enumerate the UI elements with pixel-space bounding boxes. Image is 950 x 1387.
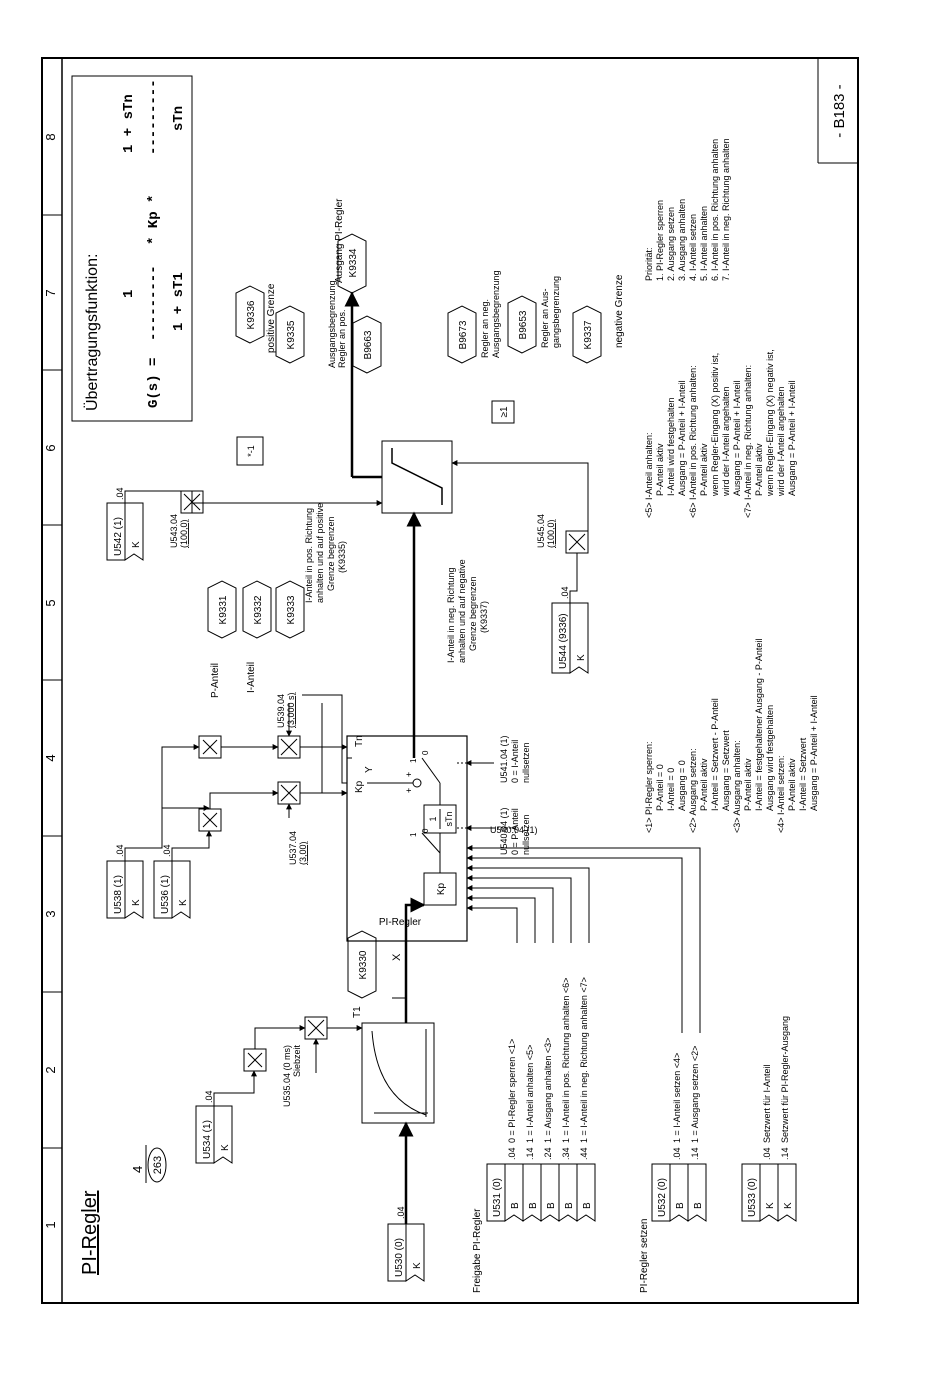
svg-text:Regler an neg.: Regler an neg. [480,298,490,358]
notes_b-line: <5> I-Anteil anhalten: [644,432,654,518]
svg-text:.04: .04 [507,1147,517,1160]
svg-text:.44: .44 [579,1147,589,1160]
notes_a-line: <4> I-Anteil setzen: [776,755,786,833]
svg-text:PI-Regler setzen: PI-Regler setzen [639,1218,650,1293]
tf-num2: 1 + sTn [121,94,137,153]
tf-den2: sTn [171,105,187,131]
svg-text:Setzwert für I-Anteil: Setzwert für I-Anteil [762,1064,772,1143]
svg-text:B: B [582,1202,593,1209]
svg-text:U534 (1): U534 (1) [202,1120,213,1159]
ianteil-pos-text [304,503,347,603]
ref-page: 263 [152,1155,164,1175]
notes_a-line: <2> Ausgang setzen: [688,748,698,833]
notes_a-line: I-Anteil = Setzwert - P-Anteil [710,698,720,811]
col-3: 3 [43,910,58,918]
svg-text:B: B [528,1202,539,1209]
svg-text:U538 (1): U538 (1) [113,875,124,914]
svg-text:U536 (1): U536 (1) [160,875,171,914]
mult-block-tn [278,736,300,758]
svg-text:K: K [131,541,142,548]
svg-text:0 = I-Anteil: 0 = I-Anteil [510,739,520,783]
svg-text:(3,00): (3,00) [298,841,308,865]
svg-text:.24: .24 [543,1147,553,1160]
col-8: 8 [43,133,58,141]
svg-text:anhalten und auf positive: anhalten und auf positive [315,502,325,603]
svg-text:K: K [131,899,142,906]
svg-text:U541.04 (1): U541.04 (1) [499,735,509,783]
svg-text:B9663: B9663 [363,330,374,360]
col-2: 2 [43,1066,58,1074]
tf-heading: Übertragungsfunktion: [84,253,101,411]
notes_b-line: wird der I-Anteil angehalten [776,386,786,496]
svg-text:anhalten und auf negative: anhalten und auf negative [457,559,467,663]
svg-text:B: B [564,1202,575,1209]
pi-regler-label: PI-Regler [378,917,422,928]
connector-b9653 [508,296,536,353]
svg-text:U540.04 (1): U540.04 (1) [490,825,538,835]
notes_a-line: <3> Ausgang anhalten: [732,740,742,833]
svg-text:K: K [783,1202,794,1209]
mult-block-1 [305,1017,327,1039]
notes-prioritaet [644,138,731,281]
notes_a-line: Ausgang = Setzwert [721,730,731,811]
svg-text:(3,000 s): (3,000 s) [286,692,296,728]
notes_b-line: <7> I-Anteil in neg. Richtung anhalten: [743,364,753,518]
svg-text:Grenze begrenzen: Grenze begrenzen [468,576,478,651]
notes_b-line: Ausgang = P-Anteil + I-Anteil [787,380,797,496]
col-7: 7 [43,289,58,297]
svg-text:U539.04: U539.04 [276,693,286,728]
svg-text:gangsbegrenzung: gangsbegrenzung [551,275,561,348]
svg-text:Regler an Aus-: Regler an Aus- [540,288,550,348]
svg-text:.04: .04 [162,844,172,857]
notes_a-line: Ausgang = 0 [677,760,687,811]
notes_b-line: Ausgang = P-Anteil + I-Anteil [677,380,687,496]
svg-text:U544 (9336): U544 (9336) [558,613,569,669]
abs-block-2 [199,809,221,831]
prioritaet-line: 3. Ausgang anhalten [677,198,687,281]
notes-priority-1-4 [644,639,819,833]
svg-text:.04: .04 [672,1147,682,1160]
svg-text:1 = I-Anteil setzen <4>: 1 = I-Anteil setzen <4> [672,1052,682,1143]
svg-text:K: K [576,654,587,661]
svg-text:U530 (0): U530 (0) [394,1238,405,1277]
notes_b-line: wird der I-Anteil angehalten [721,386,731,496]
freigabe-arrows [466,763,494,828]
tf-den1: 1 + sT1 [171,272,187,331]
frame [42,58,858,1303]
svg-text:U545.04: U545.04 [536,513,546,548]
svg-text:P-Anteil: P-Anteil [210,662,221,698]
tf-one: 1 [121,289,137,298]
notes_a-line: P-Anteil = 0 [655,764,665,811]
notes_a-line: I-Anteil = festgehaltener Ausgang - P-Anteil [754,638,764,811]
svg-text:+: + [404,787,414,793]
svg-text:Y: Y [364,766,375,773]
svg-text:1: 1 [409,758,418,763]
svg-text:B: B [693,1202,704,1209]
mult-block-u545 [566,531,588,553]
svg-text:B: B [510,1202,521,1209]
connector-k9335 [276,306,304,363]
notes_a-line: I-Anteil = Setzwert [798,737,808,811]
notes_a-line: P-Anteil aktiv [699,758,709,811]
ianteil-neg-text [446,559,489,663]
prioritaet-line: 4. I-Anteil setzen [688,213,698,281]
prioritaet-line: 2. Ausgang setzen [666,206,676,281]
svg-text:U532 (0): U532 (0) [657,1178,668,1217]
svg-text:U540.04 (1): U540.04 (1) [499,807,509,855]
prioritaet-line: 7. I-Anteil in neg. Richtung anhalten [721,138,731,281]
notes_a-line: P-Anteil aktiv [787,758,797,811]
svg-text:Ausgangsbegrenzung: Ausgangsbegrenzung [327,280,337,368]
svg-text:I-Anteil in neg. Richtung: I-Anteil in neg. Richtung [446,567,456,663]
notes_a-line: Ausgang = P-Anteil + I-Anteil [809,695,819,811]
svg-text:Grenze begrenzen: Grenze begrenzen [326,516,336,591]
svg-text:1 = I-Anteil anhalten <5>: 1 = I-Anteil anhalten <5> [525,1044,535,1143]
col-4: 4 [43,754,58,762]
svg-text:.04: .04 [396,1206,406,1219]
svg-text:Regler an pos.: Regler an pos. [337,309,347,368]
svg-text:Kp: Kp [436,882,447,896]
svg-text:K9334: K9334 [348,248,359,278]
svg-text:≥1: ≥1 [499,406,510,418]
prioritaet-line: Priorität: [644,247,654,281]
notes_b-line: <6> I-Anteil in pos. Richtung anhalten: [688,365,698,518]
svg-text:I-Anteil in pos. Richtung: I-Anteil in pos. Richtung [304,507,314,603]
svg-text:K9330: K9330 [358,950,369,980]
svg-text:K: K [220,1144,231,1151]
notes_b-line: wenn Regler-Eingang (X) negativ ist, [765,349,775,496]
prioritaet-line: 1. PI-Regler sperren [655,199,665,281]
svg-text:(K9337): (K9337) [479,600,489,633]
svg-text:B9673: B9673 [458,320,469,350]
svg-text:U531 (0): U531 (0) [492,1178,503,1217]
notes_a-line: I-Anteil = 0 [666,767,676,811]
svg-text:U533 (0): U533 (0) [747,1178,758,1217]
svg-text:.04: .04 [560,586,570,599]
col-5: 5 [43,599,58,607]
page-id: - B183 - [831,84,848,138]
svg-text:1: 1 [428,816,438,822]
ausgang-label: Ausgang PI-Regler [334,198,345,283]
notes_a-line: <1> PI-Regler sperren: [644,741,654,833]
freigabe-block [472,1164,505,1293]
tf-dashes1: --------- [146,265,162,341]
tf-kp: * Kp * [146,194,162,245]
connector-k9337 [573,306,601,363]
notes_b-line: P-Anteil aktiv [754,443,764,496]
tf-dashes2: --------- [146,79,162,155]
notes_b-line: P-Anteil aktiv [655,443,665,496]
svg-text:K9335: K9335 [286,320,297,350]
svg-text:.04: .04 [204,1090,214,1103]
negative-grenze-label: negative Grenze [614,274,625,348]
svg-text:nullsetzen: nullsetzen [521,742,531,783]
notes_b-line: wenn Regler-Eingang (X) positiv ist, [710,352,720,496]
svg-text:1: 1 [409,832,418,837]
svg-text:K9336: K9336 [246,300,257,330]
connector-k9331-shape [208,581,236,638]
svg-text:.14: .14 [690,1147,700,1160]
title-block [79,1145,166,1275]
svg-text:.04: .04 [115,487,125,500]
svg-text:.14: .14 [780,1147,790,1160]
page-id-box [818,58,858,163]
svg-text:0: 0 [421,828,430,833]
setzwert-block [742,1016,796,1221]
u535-siebzeit: Siebzeit [292,1045,302,1078]
freigabe-rows [505,977,595,1221]
positive-grenze-label: positive Grenze [266,283,277,353]
svg-text:nullsetzen: nullsetzen [521,814,531,855]
svg-text:Setzwert für PI-Regler-Ausgang: Setzwert für PI-Regler-Ausgang [780,1015,790,1143]
column-numbers [43,133,58,1228]
svg-text:(100,0): (100,0) [179,519,189,548]
svg-text:Kp: Kp [354,780,365,793]
svg-text:K9337: K9337 [583,320,594,350]
svg-text:B: B [675,1202,686,1209]
svg-text:Tn: Tn [354,735,365,747]
svg-text:I-Anteil: I-Anteil [246,661,257,693]
abs-block-tn [199,736,221,758]
pi-regler-block [347,735,517,941]
times-neg1-block [237,437,263,465]
connector-b9663 [353,316,381,373]
tf-gs: G(s) = [146,357,162,408]
notes_a-line: P-Anteil aktiv [743,758,753,811]
svg-text:.04: .04 [762,1147,772,1160]
connector-k9336 [236,286,264,343]
svg-text:T1: T1 [352,1006,363,1018]
or-block [492,401,514,423]
svg-text:Freigabe PI-Regler: Freigabe PI-Regler [472,1208,483,1293]
freigabe-wires [467,868,589,943]
svg-text:*-1: *-1 [246,445,256,457]
page-title: PI-Regler [79,1190,101,1275]
svg-text:.34: .34 [561,1147,571,1160]
svg-text:0: 0 [421,750,430,755]
svg-text:1 = Ausgang anhalten <3>: 1 = Ausgang anhalten <3> [543,1037,553,1143]
svg-text:Ausgangsbegrenzung: Ausgangsbegrenzung [491,270,501,358]
x-label: X [391,953,403,961]
svg-text:B9653: B9653 [518,310,529,340]
svg-text:0 = P-Anteil: 0 = P-Anteil [510,808,520,855]
notes_b-line: I-Anteil wird festgehalten [666,397,676,496]
svg-text:U543.04: U543.04 [169,513,179,548]
svg-text:U537.04: U537.04 [288,830,298,865]
svg-text:1 = I-Anteil in neg. Richtung: 1 = I-Anteil in neg. Richtung anhalten <7> [579,977,589,1143]
notes_a-line: Ausgang wird festgehalten [765,704,775,811]
abs-block-3 [209,797,231,819]
notes_b-line: Ausgang = P-Anteil + I-Anteil [732,380,742,496]
svg-text:U542 (1): U542 (1) [113,517,124,556]
transfer-function [72,76,192,421]
pt1-block [352,1006,434,1123]
svg-text:.04: .04 [115,844,125,857]
connector-k9333 [276,581,304,638]
connector-k9332 [243,581,271,638]
svg-text:K9332: K9332 [253,595,264,625]
svg-text:+: + [404,771,414,777]
col-1: 1 [43,1221,58,1229]
prioritaet-line: 6. I-Anteil in pos. Richtung anhalten [710,138,720,281]
mult-block-kp [278,782,300,804]
svg-text:K: K [412,1262,423,1269]
limiter-block [382,441,452,513]
prioritaet-line: 5. I-Anteil anhalten [699,205,709,281]
svg-text:K: K [178,899,189,906]
svg-text:B: B [546,1202,557,1209]
svg-text:K9331: K9331 [218,595,229,625]
notes_b-line: P-Anteil aktiv [699,443,709,496]
ref-number: 4 [130,1165,145,1173]
svg-text:(100,0): (100,0) [546,519,556,548]
svg-text:K9333: K9333 [286,595,297,625]
svg-text:sTn: sTn [444,811,454,827]
u535-param: U535.04 (0 ms) [282,1045,292,1108]
abs-block-1 [244,1049,266,1071]
svg-text:1 = Ausgang setzen <2>: 1 = Ausgang setzen <2> [690,1045,700,1143]
col-6: 6 [43,444,58,452]
u541-label [499,735,531,783]
setzen-block [639,1046,706,1293]
svg-text:(K9335): (K9335) [337,540,347,573]
svg-text:K: K [765,1202,776,1209]
connector-b9673 [448,306,476,363]
notes-priority-5-7 [644,349,797,518]
svg-text:1 = I-Anteil in pos. Richtung: 1 = I-Anteil in pos. Richtung anhalten <6> [561,977,571,1143]
svg-text:.14: .14 [525,1147,535,1160]
svg-text:0 = PI-Regler sperren <1>: 0 = PI-Regler sperren <1> [507,1038,517,1143]
